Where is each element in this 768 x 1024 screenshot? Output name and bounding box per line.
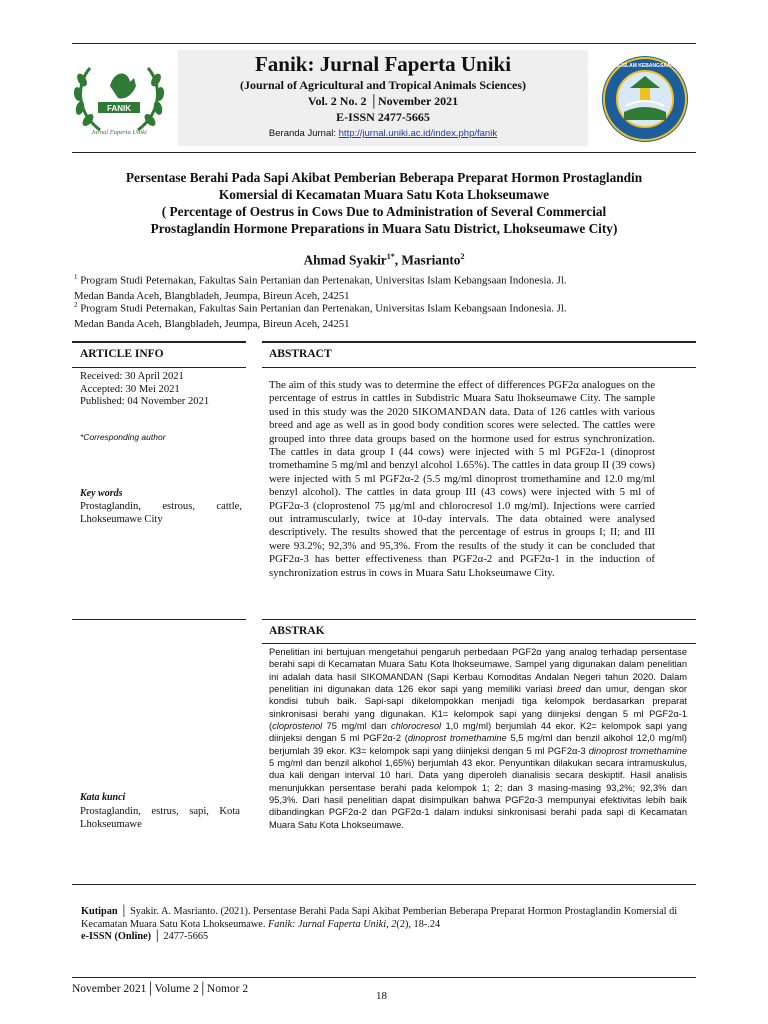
keywords-label: Key words (80, 488, 123, 499)
article-info-rule-top (72, 341, 246, 343)
keywords: Prostaglandin, estrous, cattle, Lhokseumawe City (80, 501, 242, 525)
article-info-heading: ARTICLE INFO (80, 348, 164, 360)
eissn-value: 2477-5665 (160, 931, 209, 943)
journal-issn: E-ISSN 2477-5665 (336, 110, 430, 124)
authors (40, 252, 728, 268)
kata-kunci: Prostaglandin, estrus, sapi, Kota Lhokseumawe (80, 806, 240, 830)
corresponding-author-note: *Corresponding author (80, 432, 166, 442)
top-rule (72, 43, 696, 44)
footer-issue: November 2021│Volume 2│Nomor 2 (72, 983, 249, 995)
received-date: Received: 30 April 2021 (80, 371, 184, 382)
author-1: Ahmad Syakir (303, 252, 387, 268)
abstrak-heading: ABSTRAK (269, 625, 325, 637)
kata-kunci-label: Kata kunci (80, 792, 126, 803)
header-rule (72, 152, 696, 153)
article-title-en-line-1: ( Percentage of Oestrus in Cows Due to Administration of Several Commercial (161, 204, 607, 219)
affiliation-2: $^2$ Program Studi Peternakan, Fakultas Sain Pertanian dan Pertenakan, Universitas Islam Kebangsaan Indonesia. Jl. Medan Banda Aceh, Blangbladeh, Jeumpa, Bireun Aceh, 24251 (74, 301, 567, 330)
abstrak-rule-top (262, 619, 696, 620)
journal-title: Fanik: Jurnal Faperta Uniki (254, 52, 512, 76)
citation-rule-top (72, 884, 696, 885)
article-title-line-2: Komersial di Kecamatan Muara Satu Kota Lhokseumawe (218, 187, 550, 202)
author-2: , Masrianto (394, 252, 461, 268)
journal-subtitle: (Journal of Agricultural and Tropical Animals Sciences) (239, 78, 526, 92)
homepage-label: Beranda Jurnal: (268, 128, 339, 139)
abstrak-text: Penelitian ini bertujuan mengetahui pengaruh perbedaan PGF2α yang analog terhadap persentase berahi sapi di Kecamatan Muara Satu Kota lhokseumawe. Sampel yang digunakan dalam penelitian ini adalah data hasil SIKOMANDAN (Sapi Kerbau Komoditas Andalan Negeri tahun 2020. Dalam penelitian ini digunakan data 126 ekor sapi yang memiliki variasi breed dan umur, dengan skor kondisi tubuh baik. Sapi-sapi dikelompokkan menjadi tiga kelompok berdasarkan preparat sinkronisasi berahi yang digunakan. K1= kelompok sapi yang diinjeksi dengan 5 ml PGF2α-1 (cloprostenol 75 mg/ml dan chlorocresol 1,0 mg/ml) berjumlah 44 ekor. K2= kelompok sapi yang diinjeksi dengan 5 ml PGF2α-2 (dinoprost tromethamine 5,5 mg/ml dan benzil alkohol 12,0 mg/ml) berjumlah 39 ekor. K3= kelompok sapi yang diinjeksi dengan 5 ml PGF2α-3 dinoprost tromethamine 5 mg/ml dan benzil alkohol 1,65%) berjumlah 43 ekor. Penyuntikan dilakukan secara intramuskulus, dua kali dengan interval 10 hari. Data yang diperoleh dianalisis secara deskiptif. Hasil analisis menunjukkan persentase berahi pada kelompok 1; 2; dan 3 masing-masing 93,2%; 92,3% dan 95,3%. Dari hasil penelitian dapat disimpulkan bahwa PGF2α-3 mempunyai efektivitas lebih baik dibandingkan PGF2α-2 dan PGF2α-1 dalam induksi sinkronisasi berahi pada sapi di Kecamatan Muara Satu Kota Lhokseumawe. (269, 647, 688, 830)
abstrak-rule (262, 643, 696, 644)
eissn-label: e-ISSN (Online) │ (81, 931, 161, 943)
svg-text:FANIK: FANIK (107, 104, 131, 113)
uniki-logo-icon (586, 54, 704, 144)
article-title-en-line-2: Prostaglandin Hormone Preparations in Muara Satu District, Lhokseumawe City) (150, 221, 618, 236)
kata-kunci-rule (72, 619, 246, 620)
svg-text:Jurnal Faperta Uniki: Jurnal Faperta Uniki (91, 129, 147, 136)
author-2-sup: 2 (460, 252, 465, 261)
accepted-date: Accepted: 30 Mei 2021 (80, 383, 180, 395)
article-title-line-1: Persentase Berahi Pada Sapi Akibat Pemberian Beberapa Preparat Hormon Prostaglandin (125, 170, 643, 185)
citation-label: Kutipan │ (81, 906, 128, 917)
published-date: Published: 04 November 2021 (80, 396, 210, 407)
fanik-logo-icon (70, 56, 168, 140)
homepage-link[interactable]: http://jurnal.uniki.ac.id/index.php/fanik (338, 128, 498, 139)
article-info-rule (72, 367, 246, 368)
citation: Kutipan │ Syakir. A. Masrianto. (2021). Persentase Berahi Pada Sapi Akibat Pemberian Beberapa Preparat Hormon Prostaglandin Komersial di Kecamatan Muara Satu Kota Lhokseumawe. Fanik: Jurnal Faperta Uniki, 2(2), 18-.24 e-ISSN (Online) │ 2477-5665 (81, 906, 678, 943)
abstract-rule-top (262, 341, 696, 343)
abstract-rule (262, 367, 696, 368)
abstract-heading: ABSTRACT (269, 348, 332, 360)
journal-volume: Vol. 2 No. 2 │November 2021 (307, 94, 459, 108)
affiliation-1: $^1$ Program Studi Peternakan, Fakultas Sain Pertanian dan Pertenakan, Universitas Islam Kebangsaan Indonesia. Jl. Medan Banda Aceh, Blangbladeh, Jeumpa, Bireun Aceh, 24251 (74, 273, 567, 302)
footer-rule (72, 977, 696, 978)
abstract-text: The aim of this study was to determine the effect of differences PGF2α analogues on the percentage of estrus in cattles in Subdistric Muara Satu lhokseumawe City. The sample used in this study was the 2020 SIKOMANDAN data. Data of 126 cattles with various breed and age as well as in good body condition scores were selected. The cattles were grouped into three data groups based on the hormone used for estrus synchronization. The cattles in data group I (44 cows) were injected with 5 ml PGF2α-1 (dinoprost tromethamine 5 mg/ml and benzyl alcohol 1.65%). The cattles in data group II (39 cows) were injected with 5 ml PGF2α-2 (5.5 mg/ml dinoprost tromethamine and 12.0 mg/ml benzyl alcohol). The cattles in data group III (43 cows) were injected with 5 ml of PGF2α-3 (cloprostenol 75 µg/ml and chlorocresol 1.0 mg/ml). Injections were carried out intramuscularly, twice at 10-day intervals. The data obtained were analysed descriptively. The results showed that the percentage of estrus in groups I; II; and III were 93.2%; 92,3% and 95,3%. From the results of the study it can be concluded that PGF2α-3 has better effectiveness than PGF2α-2 and PGF2α-1 in the induction of synchronization estrus in cows in Muara Satu Lhokseumawe City. (269, 379, 655, 579)
journal-homepage (178, 128, 588, 139)
page-number: 18 (376, 990, 387, 1002)
article-dates (80, 371, 209, 409)
svg-text:UNIVERSITAS ISLAM KEBANGSAAN I: UNIVERSITAS ISLAM KEBANGSAAN INDONESIA (586, 63, 704, 69)
author-1-sup: 1* (386, 252, 395, 261)
